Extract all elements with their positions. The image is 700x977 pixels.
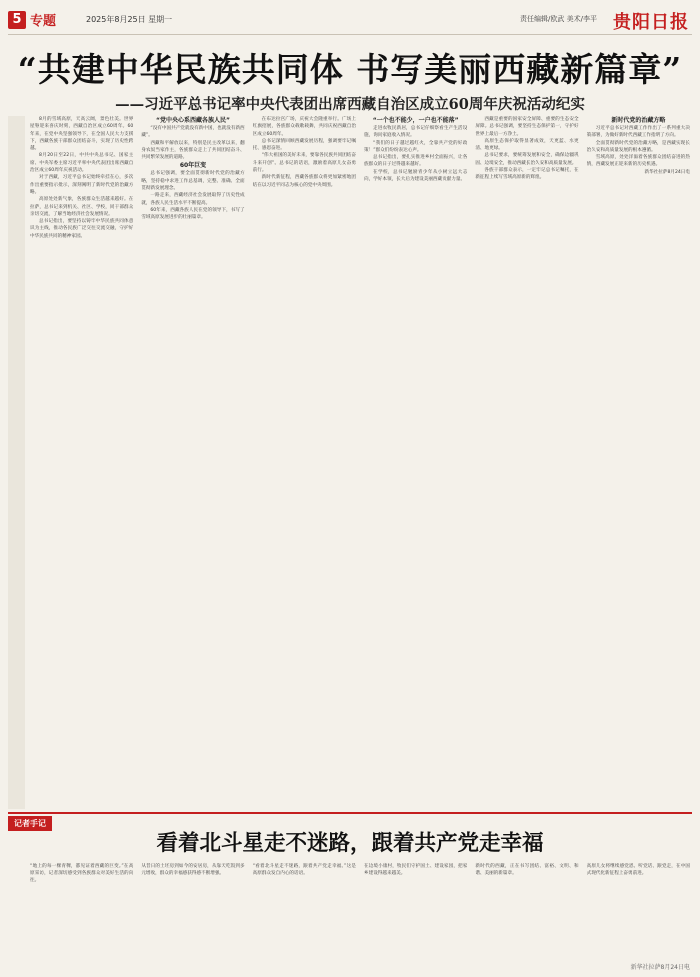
column-subhead: 60年巨变 xyxy=(179,162,207,170)
secondary-headline: 看着北斗星走不迷路，跟着共产党走幸福 xyxy=(156,831,544,856)
paragraph: 在边境小康村，牧民们守护国土、建设家园，把家乡建设得越来越美。 xyxy=(364,863,468,876)
paragraph: 总书记强调，要全面贯彻新时代党的治藏方略，坚持稳中求进工作总基调，完整、准确、全面贯彻新发展理念。 xyxy=(141,171,245,192)
paragraph: 新时代新征程，西藏各族群众将更加紧密地团结在以习近平同志为核心的党中央周围。 xyxy=(252,175,356,188)
article-column xyxy=(364,116,467,809)
article-column xyxy=(253,116,356,809)
paragraph: 总书记深情回顾西藏发展历程，强调要牢记嘱托、感恩奋进。 xyxy=(252,138,356,152)
section-tag: 记者手记 xyxy=(8,816,52,831)
article-column xyxy=(30,858,133,968)
paragraph: 总书记指出，要坚持以铸牢中华民族共同体意识为主线，推动各民族广泛交往交流交融，守护好中华民族共同的精神家园。 xyxy=(30,219,134,239)
paragraph: 高原生态保护取得显著成效，天更蓝、水更清、地更绿。 xyxy=(475,138,579,152)
paragraph: 总书记要求，要统筹发展和安全，确保边疆巩固、边境安全，推动西藏长治久安和高质量发展。 xyxy=(475,153,579,166)
article-column xyxy=(141,858,244,968)
section-number: 5 xyxy=(8,11,26,29)
paragraph: 新时代的西藏，正在书写团结、富裕、文明、和谐、美丽的新篇章。 xyxy=(475,863,579,876)
paragraph: 对于西藏，习近平总书记始终牵挂在心，多次作出重要指示批示，深刻阐明了新时代党的治藏方略。 xyxy=(30,175,134,195)
paragraph: 总书记指出，要扎实推进乡村全面振兴，让各族群众的日子过得越来越好。 xyxy=(364,155,468,168)
paragraph: 60年来，西藏各族人民在党的领导下，书写了雪域高原发展进步的壮丽篇章。 xyxy=(141,207,245,221)
paragraph: 8月20日至22日，中共中央总书记、国家主席、中央军委主席习近平率中央代表团出席西藏自治区成立60周年庆祝活动。 xyxy=(30,153,134,174)
paragraph: 在布达拉宫广场，庆祝大会隆重举行。广场上红旗招展，各族群众载歌载舞，共同庆祝西藏自治区成立60周年。 xyxy=(252,117,356,137)
paragraph: 西藏和平解放以来，特别是民主改革以来，翻身农奴当家作主，各族群众走上了共同团结奋斗、共同繁荣发展的道路。 xyxy=(141,140,245,161)
paragraph: “我们的日子越过越红火，全靠共产党的好政策！”群众们纷纷表达心声。 xyxy=(364,140,468,153)
article-column xyxy=(141,116,244,809)
dateline: 新华社拉萨8月24日电 xyxy=(644,169,690,175)
article-body xyxy=(30,116,690,809)
sub-headline: ——习近平总书记率中央代表团出席西藏自治区成立60周年庆祝活动纪实 xyxy=(115,96,585,113)
article-column xyxy=(587,858,690,968)
paragraph: “没有中国共产党就没有新中国，也就没有新西藏”。 xyxy=(141,126,245,139)
column-subhead: “一个也不能少，一户也不能落” xyxy=(372,117,459,124)
paragraph: 全面贯彻新时代党的治藏方略，是西藏实现长治久安和高质量发展的根本遵循。 xyxy=(586,140,690,153)
section-title: 专题 xyxy=(30,14,57,29)
paragraph: 西藏是重要的国家安全屏障、重要的生态安全屏障。总书记强调，要坚持生态保护第一，守护好世界上最后一方净土。 xyxy=(475,117,579,137)
column-subhead: “党中央心系西藏各族人民” xyxy=(156,117,230,124)
page-header xyxy=(8,8,692,35)
article-column xyxy=(253,858,356,968)
paragraph: 走进农牧民新居，总书记仔细察看生产生活设施，询问家庭收入情况。 xyxy=(364,126,468,139)
paragraph: 高原处处新气象，各族群众生活越来越好。在拉萨，总书记来到机关、社区、学校，同干部群众亲切交流，了解当地经济社会发展情况。 xyxy=(30,197,134,217)
main-headline: “共建中华民族共同体 书写美丽西藏新篇章” xyxy=(17,50,683,89)
paragraph: 雪域高原，处处洋溢着各族群众团结奋进的热情，西藏发展正迎来新的历史机遇。 xyxy=(586,155,690,168)
editor-credits: 责任编辑/欧武 美术/李平 xyxy=(520,15,597,23)
paragraph: 高原儿女将继续感党恩、听党话、跟党走，在中国式现代化新征程上奋勇前进。 xyxy=(586,863,690,876)
page-credit: 新华社拉萨8月24日电 xyxy=(630,964,690,971)
article-column xyxy=(475,858,578,968)
paragraph: “地上的每一棵青稞，都见证着西藏的巨变。”在高原采访，记者深切感受到各族群众对美好生活的向往。 xyxy=(30,863,134,883)
article-column xyxy=(364,858,467,968)
article-column xyxy=(30,116,133,809)
secondary-article-body xyxy=(30,858,690,968)
article-column xyxy=(587,116,690,809)
left-margin-stripe xyxy=(8,116,25,809)
section-mark xyxy=(8,10,56,29)
section-divider xyxy=(8,812,692,814)
column-subhead: 新时代党的治藏方略 xyxy=(611,117,666,124)
paragraph: 习近平总书记对西藏工作作出了一系列重大决策部署，为做好新时代西藏工作指明了方向。 xyxy=(586,126,690,139)
paragraph: 各族干部群众表示，一定牢记总书记嘱托，在新征程上续写雪域高原新的辉煌。 xyxy=(475,168,579,181)
paragraph: 在学校，总书记勉励青少年从小树立远大志向，学好本领，长大后为建设美丽西藏贡献力量。 xyxy=(364,169,468,183)
paragraph: 8月的雪域高原，天高云阔，景色壮美。世界屋脊迎来喜庆时刻，西藏自治区成立60周年。60年来，在党中央坚强领导下，在全国人民大力支援下，西藏各族干部群众团结奋斗，实现了历史性跨越。 xyxy=(30,117,134,152)
paragraph: 从昔日的土坯房到如今的安居房，从靠天吃饭到多元增收，群众的幸福感获得感不断增强。 xyxy=(141,863,245,876)
article-column xyxy=(475,116,578,809)
paragraph: “看着北斗星走不迷路，跟着共产党走幸福。”这是高原群众发自内心的话语。 xyxy=(252,863,356,876)
masthead-logo: 贵阳日报 xyxy=(613,12,689,33)
paragraph: “伟大祖国的美好未来，要靠各民族共同团结奋斗来开创”。总书记的话语，激励着高原儿女奋勇前行。 xyxy=(252,153,356,174)
paragraph: 一路走来，西藏经济社会发展取得了历史性成就，各族人民生活水平不断提高。 xyxy=(141,193,245,206)
issue-date: 2025年8月25日 星期一 xyxy=(86,15,173,24)
